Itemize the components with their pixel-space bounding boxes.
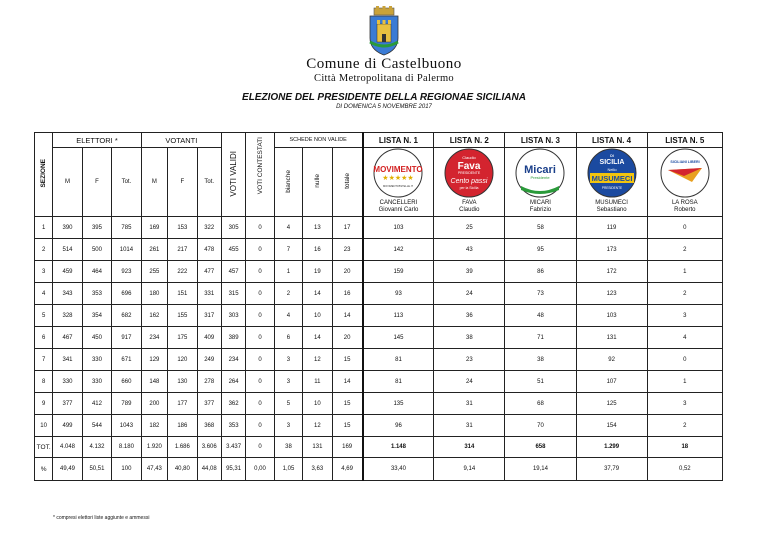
cell-vf: 217 [168, 239, 197, 261]
cell-et: 785 [112, 217, 142, 239]
lista-3-title: LISTA N. 3 [505, 133, 576, 148]
cell-l1: 103 [363, 217, 434, 239]
cell-vv: 353 [221, 415, 245, 437]
cell-ef: 50,51 [82, 458, 111, 481]
lista-5-candidate: LA ROSA Roberto [671, 200, 698, 213]
cell-l4: 92 [576, 349, 647, 371]
lista-1-cell [363, 148, 434, 217]
row-label: 3 [35, 261, 53, 283]
cell-st: 169 [332, 437, 363, 458]
cell-vm: 234 [141, 327, 167, 349]
cell-l4: 173 [576, 239, 647, 261]
col-votanti: VOTANTI [141, 133, 221, 148]
cell-l1: 145 [363, 327, 434, 349]
cell-vv: 234 [221, 349, 245, 371]
cell-l5: 0 [647, 217, 722, 239]
cell-ef: 412 [82, 393, 111, 415]
m5s-logo-icon [367, 148, 429, 198]
footnote: * compresi elettori liste aggiunte e ammessi [53, 515, 150, 521]
cell-vt: 249 [197, 349, 221, 371]
cell-ef: 4.132 [82, 437, 111, 458]
svg-text:Micari: Micari [524, 164, 557, 176]
cell-st: 14 [332, 371, 363, 393]
cell-l4: 1.299 [576, 437, 647, 458]
cell-vt: 44,08 [197, 458, 221, 481]
lista-5-cell [647, 148, 722, 217]
cell-vc: 0 [246, 217, 274, 239]
cell-sb: 6 [274, 327, 302, 349]
cell-sn: 10 [303, 305, 332, 327]
cell-l2: 31 [434, 393, 505, 415]
cell-vm: 1.920 [141, 437, 167, 458]
cell-l2: 31 [434, 415, 505, 437]
cell-st: 23 [332, 239, 363, 261]
table-row [35, 371, 723, 393]
cell-l3: 51 [505, 371, 576, 393]
svg-text:Cento passi: Cento passi [450, 178, 488, 185]
cell-vm: 148 [141, 371, 167, 393]
musumeci-logo-icon [581, 148, 643, 198]
cell-l5: 3 [647, 393, 722, 415]
cell-sn: 13 [303, 217, 332, 239]
lista-2-title: LISTA N. 2 [434, 133, 505, 148]
table-row [35, 393, 723, 415]
cell-l1: 135 [363, 393, 434, 415]
cell-vm: 129 [141, 349, 167, 371]
cell-vt: 3.606 [197, 437, 221, 458]
cell-ef: 500 [82, 239, 111, 261]
cell-et: 1043 [112, 415, 142, 437]
table-row [35, 305, 723, 327]
cell-l2: 38 [434, 327, 505, 349]
table-row [35, 415, 723, 437]
cell-l1: 142 [363, 239, 434, 261]
cell-vv: 303 [221, 305, 245, 327]
cell-l1: 159 [363, 261, 434, 283]
svg-text:MUSUMECI: MUSUMECI [591, 174, 632, 183]
cell-et: 789 [112, 393, 142, 415]
votanti-tot: Tot. [197, 148, 221, 217]
cell-vc: 0 [246, 393, 274, 415]
cell-em: 4.048 [53, 437, 82, 458]
citta-subtitle: Città Metropolitana di Palermo [314, 73, 454, 84]
cell-l2: 39 [434, 261, 505, 283]
cell-sn: 10 [303, 393, 332, 415]
cell-l5: 2 [647, 415, 722, 437]
cell-vt: 322 [197, 217, 221, 239]
cell-vt: 317 [197, 305, 221, 327]
cell-vc: 0 [246, 327, 274, 349]
cell-vf: 153 [168, 217, 197, 239]
cell-et: 671 [112, 349, 142, 371]
micari-logo-icon [509, 148, 571, 198]
cell-vf: 186 [168, 415, 197, 437]
cell-em: 377 [53, 393, 82, 415]
cell-l4: 123 [576, 283, 647, 305]
cell-vm: 182 [141, 415, 167, 437]
row-label: 7 [35, 349, 53, 371]
cell-l5: 0,52 [647, 458, 722, 481]
cell-sb: 1 [274, 261, 302, 283]
cell-em: 459 [53, 261, 82, 283]
elettori-tot: Tot. [112, 148, 142, 217]
row-label: 4 [35, 283, 53, 305]
cell-vm: 162 [141, 305, 167, 327]
cell-vm: 255 [141, 261, 167, 283]
cell-l4: 125 [576, 393, 647, 415]
cell-l2: 24 [434, 371, 505, 393]
table-row [35, 283, 723, 305]
cell-l3: 48 [505, 305, 576, 327]
cell-sn: 19 [303, 261, 332, 283]
results-table [34, 132, 723, 481]
cell-l5: 18 [647, 437, 722, 458]
cell-vv: 455 [221, 239, 245, 261]
cell-em: 467 [53, 327, 82, 349]
table-row [35, 349, 723, 371]
fava-logo-icon [438, 148, 500, 198]
svg-text:Presidente: Presidente [530, 175, 551, 180]
svg-text:Claudio: Claudio [462, 155, 477, 160]
col-voti-contestati: VOTI CONTESTATI [246, 133, 274, 217]
cell-st: 15 [332, 415, 363, 437]
svg-text:SICILIANI LIBERI: SICILIANI LIBERI [670, 160, 700, 164]
cell-sn: 16 [303, 239, 332, 261]
cell-l4: 154 [576, 415, 647, 437]
cell-vm: 261 [141, 239, 167, 261]
cell-vv: 315 [221, 283, 245, 305]
cell-sn: 11 [303, 371, 332, 393]
lista-3-cell [505, 148, 576, 217]
cell-l3: 38 [505, 349, 576, 371]
cell-vc: 0 [246, 239, 274, 261]
percent-row [35, 458, 723, 481]
cell-sn: 131 [303, 437, 332, 458]
cell-vt: 278 [197, 371, 221, 393]
cell-sb: 4 [274, 305, 302, 327]
cell-l5: 3 [647, 305, 722, 327]
cell-ef: 330 [82, 371, 111, 393]
svg-text:MOVIMENTO5STELLE.IT: MOVIMENTO5STELLE.IT [383, 185, 414, 188]
cell-ef: 544 [82, 415, 111, 437]
cell-l3: 73 [505, 283, 576, 305]
table-row [35, 261, 723, 283]
elettori-f: F [82, 148, 111, 217]
col-voti-validi: VOTI VALIDI [221, 133, 245, 217]
cell-et: 660 [112, 371, 142, 393]
cell-l4: 37,79 [576, 458, 647, 481]
cell-l5: 4 [647, 327, 722, 349]
cell-l1: 1.148 [363, 437, 434, 458]
election-title: ELEZIONE DEL PRESIDENTE DELLA REGIONAE SICILIANA [242, 92, 526, 103]
cell-l5: 2 [647, 283, 722, 305]
cell-em: 390 [53, 217, 82, 239]
cell-vf: 120 [168, 349, 197, 371]
cell-l3: 58 [505, 217, 576, 239]
cell-l1: 33,40 [363, 458, 434, 481]
cell-vv: 362 [221, 393, 245, 415]
cell-vc: 0 [246, 349, 274, 371]
cell-vc: 0 [246, 371, 274, 393]
cell-vf: 177 [168, 393, 197, 415]
row-label: 5 [35, 305, 53, 327]
cell-vc: 0 [246, 261, 274, 283]
cell-em: 330 [53, 371, 82, 393]
cell-st: 14 [332, 305, 363, 327]
cell-l3: 658 [505, 437, 576, 458]
schede-totale: totale [332, 148, 363, 217]
cell-sb: 7 [274, 239, 302, 261]
cell-sb: 3 [274, 371, 302, 393]
svg-text:Fava: Fava [457, 161, 481, 172]
cell-vm: 47,43 [141, 458, 167, 481]
cell-l2: 25 [434, 217, 505, 239]
svg-text:★★★★★: ★★★★★ [382, 175, 415, 182]
totals-row [35, 437, 723, 458]
cell-st: 16 [332, 283, 363, 305]
svg-text:PRESIDENTE: PRESIDENTE [601, 186, 622, 190]
lista-5-title: LISTA N. 5 [647, 133, 722, 148]
row-label: 2 [35, 239, 53, 261]
row-label: 8 [35, 371, 53, 393]
lista-4-title: LISTA N. 4 [576, 133, 647, 148]
cell-sb: 5 [274, 393, 302, 415]
lista-1-title: LISTA N. 1 [363, 133, 434, 148]
cell-l2: 43 [434, 239, 505, 261]
cell-sn: 12 [303, 349, 332, 371]
col-sezione: SEZIONE [35, 133, 53, 217]
cell-em: 343 [53, 283, 82, 305]
cell-sb: 1,05 [274, 458, 302, 481]
cell-ef: 354 [82, 305, 111, 327]
row-label: TOT. [35, 437, 53, 458]
schede-bianche: bianche [274, 148, 302, 217]
cell-l4: 172 [576, 261, 647, 283]
cell-vf: 1.686 [168, 437, 197, 458]
lista-4-candidate: MUSUMECI Sebastiano [595, 200, 628, 213]
cell-vc: 0 [246, 437, 274, 458]
cell-sb: 2 [274, 283, 302, 305]
cell-ef: 353 [82, 283, 111, 305]
cell-et: 1014 [112, 239, 142, 261]
cell-l4: 103 [576, 305, 647, 327]
cell-vm: 200 [141, 393, 167, 415]
votanti-f: F [168, 148, 197, 217]
cell-vc: 0 [246, 305, 274, 327]
row-label: 1 [35, 217, 53, 239]
cell-vf: 155 [168, 305, 197, 327]
svg-text:MOVIMENTO: MOVIMENTO [373, 165, 424, 174]
cell-l4: 119 [576, 217, 647, 239]
cell-vv: 264 [221, 371, 245, 393]
cell-sb: 38 [274, 437, 302, 458]
svg-text:Nello: Nello [607, 167, 617, 172]
cell-l5: 1 [647, 261, 722, 283]
cell-vm: 169 [141, 217, 167, 239]
cell-vv: 389 [221, 327, 245, 349]
row-label: % [35, 458, 53, 481]
cell-l3: 70 [505, 415, 576, 437]
cell-vv: 95,31 [221, 458, 245, 481]
cell-em: 328 [53, 305, 82, 327]
cell-sb: 3 [274, 349, 302, 371]
table-row [35, 217, 723, 239]
cell-vt: 331 [197, 283, 221, 305]
cell-vc: 0,00 [246, 458, 274, 481]
table-row [35, 239, 723, 261]
lista-1-candidate: CANCELLERI Giovanni Carlo [378, 200, 419, 213]
votanti-m: M [141, 148, 167, 217]
cell-sb: 3 [274, 415, 302, 437]
cell-l1: 96 [363, 415, 434, 437]
row-label: 10 [35, 415, 53, 437]
cell-l3: 68 [505, 393, 576, 415]
lista-3-candidate: MICARI Fabrizio [529, 200, 552, 213]
cell-l2: 9,14 [434, 458, 505, 481]
cell-l4: 131 [576, 327, 647, 349]
svg-text:PRESIDENTE: PRESIDENTE [458, 171, 481, 175]
cell-vt: 409 [197, 327, 221, 349]
cell-et: 8.180 [112, 437, 142, 458]
castelbuono-crest-icon [366, 6, 402, 56]
cell-et: 696 [112, 283, 142, 305]
row-label: 6 [35, 327, 53, 349]
col-schede-non-valide: SCHEDE NON VALIDE [274, 133, 362, 148]
row-label: 9 [35, 393, 53, 415]
lista-2-candidate: FAVA Claudio [459, 200, 480, 213]
lista-4-cell [576, 148, 647, 217]
cell-l5: 0 [647, 349, 722, 371]
election-date: DI DOMENICA 5 NOVEMBRE 2017 [336, 104, 432, 110]
cell-vf: 40,80 [168, 458, 197, 481]
cell-sn: 3,63 [303, 458, 332, 481]
cell-l2: 24 [434, 283, 505, 305]
elettori-m: M [53, 148, 82, 217]
cell-ef: 330 [82, 349, 111, 371]
cell-vf: 151 [168, 283, 197, 305]
cell-vm: 180 [141, 283, 167, 305]
cell-em: 341 [53, 349, 82, 371]
cell-sn: 14 [303, 283, 332, 305]
cell-st: 20 [332, 327, 363, 349]
table-row [35, 327, 723, 349]
cell-em: 49,49 [53, 458, 82, 481]
results-body [35, 217, 723, 481]
cell-l3: 95 [505, 239, 576, 261]
cell-vt: 478 [197, 239, 221, 261]
cell-et: 923 [112, 261, 142, 283]
cell-vt: 377 [197, 393, 221, 415]
cell-ef: 464 [82, 261, 111, 283]
cell-l1: 93 [363, 283, 434, 305]
cell-l5: 2 [647, 239, 722, 261]
cell-vc: 0 [246, 283, 274, 305]
cell-l5: 1 [647, 371, 722, 393]
cell-sn: 12 [303, 415, 332, 437]
cell-ef: 395 [82, 217, 111, 239]
schede-nulle: nulle [303, 148, 332, 217]
cell-l1: 81 [363, 371, 434, 393]
cell-l3: 86 [505, 261, 576, 283]
cell-st: 20 [332, 261, 363, 283]
cell-l2: 36 [434, 305, 505, 327]
cell-st: 4,69 [332, 458, 363, 481]
cell-em: 499 [53, 415, 82, 437]
siciliani-liberi-logo-icon [654, 148, 716, 198]
cell-sb: 4 [274, 217, 302, 239]
cell-vf: 175 [168, 327, 197, 349]
cell-vv: 457 [221, 261, 245, 283]
cell-vt: 477 [197, 261, 221, 283]
cell-l2: 314 [434, 437, 505, 458]
svg-text:per la Sicilia: per la Sicilia [459, 186, 479, 190]
col-elettori: ELETTORI * [53, 133, 141, 148]
cell-et: 682 [112, 305, 142, 327]
cell-st: 15 [332, 349, 363, 371]
cell-et: 100 [112, 458, 142, 481]
cell-l2: 23 [434, 349, 505, 371]
svg-text:SICILIA: SICILIA [599, 159, 625, 166]
cell-sn: 14 [303, 327, 332, 349]
cell-em: 514 [53, 239, 82, 261]
cell-ef: 450 [82, 327, 111, 349]
cell-st: 15 [332, 393, 363, 415]
svg-text:la sfida gentile: la sfida gentile [532, 187, 549, 191]
cell-vf: 130 [168, 371, 197, 393]
cell-l3: 71 [505, 327, 576, 349]
cell-l4: 107 [576, 371, 647, 393]
comune-title: Comune di Castelbuono [306, 56, 462, 72]
svg-text:DI: DI [609, 154, 614, 158]
cell-vc: 0 [246, 415, 274, 437]
cell-vv: 3.437 [221, 437, 245, 458]
cell-l1: 113 [363, 305, 434, 327]
cell-vv: 305 [221, 217, 245, 239]
cell-st: 17 [332, 217, 363, 239]
lista-2-cell [434, 148, 505, 217]
cell-l1: 81 [363, 349, 434, 371]
cell-vt: 368 [197, 415, 221, 437]
cell-et: 917 [112, 327, 142, 349]
cell-vf: 222 [168, 261, 197, 283]
cell-l3: 19,14 [505, 458, 576, 481]
